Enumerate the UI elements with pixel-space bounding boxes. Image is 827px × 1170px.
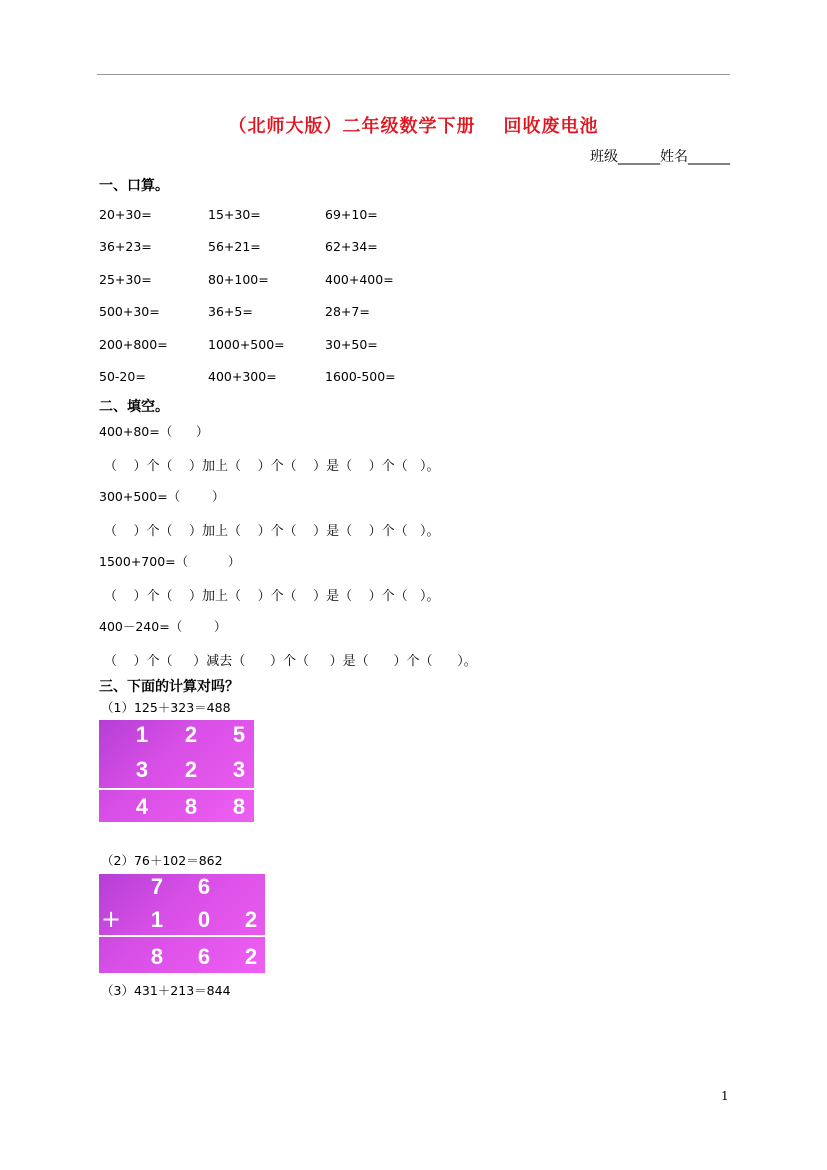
check-problem-label: （1）125＋323＝488 xyxy=(101,700,231,715)
calc-divider xyxy=(99,788,254,790)
check-problem-label: （2）76＋102＝862 xyxy=(101,853,223,868)
section1-heading: 一、口算。 xyxy=(99,178,169,194)
calc-digit: 2 xyxy=(184,722,198,747)
calc-digit: 1 xyxy=(150,907,164,932)
plus-sign: + xyxy=(101,905,122,933)
fill-sentence: （ ）个（ ）加上（ ）个（ ）是（ ）个（ ）。 xyxy=(104,589,440,604)
section2-heading: 二、填空。 xyxy=(99,399,169,415)
oral-item: 25+30= xyxy=(99,272,152,287)
class-name-line: 班级______姓名______ xyxy=(590,149,730,165)
oral-item: 36+5= xyxy=(208,304,253,319)
calc-digit: 2 xyxy=(244,907,258,932)
oral-item: 62+34= xyxy=(325,239,378,254)
vertical-calc-box-2 xyxy=(99,874,265,973)
calc-digit: 8 xyxy=(184,794,198,819)
oral-item: 200+800= xyxy=(99,337,168,352)
calc-digit: 4 xyxy=(135,794,149,819)
fill-sentence: （ ）个（ ）减去（ ）个（ ）是（ ）个（ ）。 xyxy=(104,654,477,669)
calc-digit: 0 xyxy=(197,907,211,932)
calc-digit: 1 xyxy=(135,722,149,747)
check-problem-label: （3）431＋213＝844 xyxy=(101,983,231,998)
section3-heading: 三、下面的计算对吗？ xyxy=(99,679,239,695)
calc-digit: 8 xyxy=(232,794,246,819)
header-rule xyxy=(97,74,730,75)
calc-digit: 3 xyxy=(135,757,149,782)
oral-item: 1000+500= xyxy=(208,337,285,352)
calc-digit: 6 xyxy=(197,944,211,969)
calc-digit: 2 xyxy=(184,757,198,782)
fill-sentence: （ ）个（ ）加上（ ）个（ ）是（ ）个（ ）。 xyxy=(104,459,440,474)
calc-digit: 6 xyxy=(197,874,211,899)
unit-title: 回收废电池 xyxy=(503,116,599,137)
page-number: 1 xyxy=(721,1089,729,1103)
oral-item: 69+10= xyxy=(325,207,378,222)
calc-digit: 7 xyxy=(150,874,164,899)
oral-item: 28+7= xyxy=(325,304,370,319)
oral-item: 20+30= xyxy=(99,207,152,222)
oral-item: 50-20= xyxy=(99,369,146,384)
oral-item: 15+30= xyxy=(208,207,261,222)
fill-equation: 300+500=（ ） xyxy=(99,489,225,504)
vertical-calc-box-1 xyxy=(99,720,254,822)
oral-item: 56+21= xyxy=(208,239,261,254)
oral-item: 1600-500= xyxy=(325,369,396,384)
oral-item: 500+30= xyxy=(99,304,160,319)
fill-sentence: （ ）个（ ）加上（ ）个（ ）是（ ）个（ ）。 xyxy=(104,524,440,539)
oral-item: 400+300= xyxy=(208,369,277,384)
calc-divider xyxy=(99,935,265,937)
oral-item: 36+23= xyxy=(99,239,152,254)
oral-item: 30+50= xyxy=(325,337,378,352)
page-title xyxy=(0,112,827,138)
fill-equation: 400－240=（ ） xyxy=(99,619,227,634)
title-text: （北师大版）二年级数学下册 xyxy=(228,116,476,137)
oral-item: 400+400= xyxy=(325,272,394,287)
calc-digit: 8 xyxy=(150,944,164,969)
calc-digit: 2 xyxy=(244,944,258,969)
fill-equation: 400+80=（ ） xyxy=(99,424,209,439)
oral-item: 80+100= xyxy=(208,272,269,287)
calc-digit: 3 xyxy=(232,757,246,782)
calc-digit: 5 xyxy=(232,722,246,747)
fill-equation: 1500+700=（ ） xyxy=(99,554,241,569)
